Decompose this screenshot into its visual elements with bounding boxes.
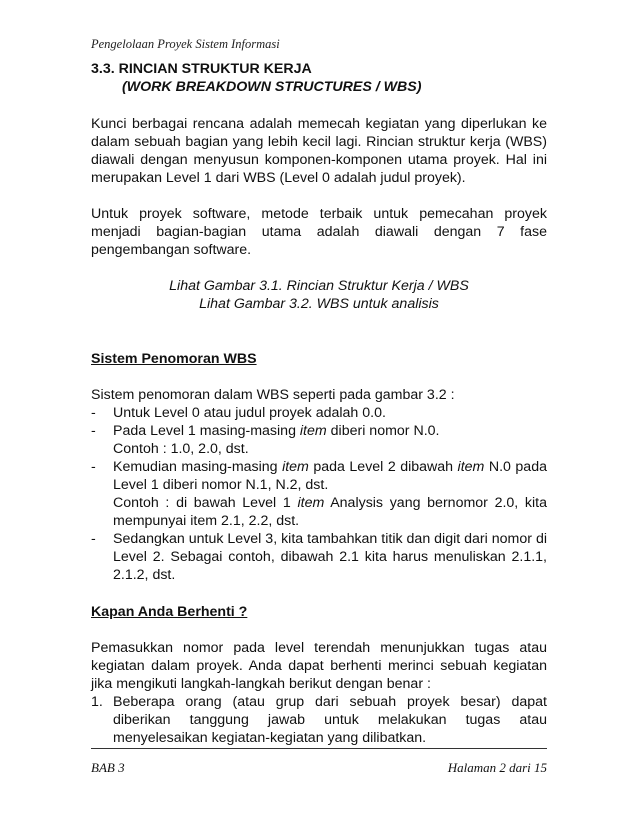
list-item <box>91 693 547 747</box>
paragraph-intro: Kunci berbagai rencana adalah memecah kegiatan yang diperlukan ke dalam sebuah bagian yang lebih kecil lagi. Rincian struktur kerja (WBS) diawali dengan menyusun komponen-komponen utama proyek. Hal ini merupakan Level 1 dari WBS (Level 0 adalah judul proyek). <box>91 116 547 186</box>
list-marker: - <box>91 423 96 439</box>
list-item-text: Beberapa orang (atau grup dari sebuah proyek besar) dapat diberikan tanggung jawab untuk melakukan tugas atau menyelesaikan kegiatan-kegiatan yang dilibatkan. <box>113 694 547 746</box>
list-number: 1. <box>91 694 103 710</box>
footer-page-number: Halaman 2 dari 15 <box>447 760 547 775</box>
list-item-text: Sedangkan untuk Level 3, kita tambahkan titik dan digit dari nomor di Level 2. Sebagai contoh, dibawah 2.1 kita harus menuliskan 2.1.1, 2.1.2, dst. <box>113 531 547 583</box>
list-item-example: Contoh : di bawah Level 1 item Analysis yang bernomor 2.0, kita mempunyai item 2.1, 2.2, dst. <box>113 495 548 529</box>
figure-ref-2: Lihat Gambar 3.2. WBS untuk analisis <box>199 296 439 312</box>
list-item <box>91 530 547 584</box>
figure-ref-1: Lihat Gambar 3.1. Rincian Struktur Kerja / WBS <box>169 278 469 294</box>
numbering-list <box>91 404 547 584</box>
list-item-text: Kemudian masing-masing item pada Level 2 dibawah item N.0 pada Level 1 diberi nomor N.1, N.2, dst. <box>113 459 547 493</box>
section-subtitle: (WORK BREAKDOWN STRUCTURES / WBS) <box>122 79 422 95</box>
list-item-text: Untuk Level 0 atau judul proyek adalah 0.0. <box>113 405 386 421</box>
list-item <box>91 422 547 458</box>
list-item <box>91 458 547 530</box>
page-content <box>91 60 547 747</box>
list-marker: - <box>91 405 96 421</box>
paragraph-software: Untuk proyek software, metode terbaik untuk pemecahan proyek menjadi bagian-bagian utama adalah diawali dengan 7 fase pengembangan software. <box>91 206 547 258</box>
list-item-text: Pada Level 1 masing-masing item diberi nomor N.0. <box>113 423 440 439</box>
figure-references <box>91 277 547 313</box>
running-header: Pengelolaan Proyek Sistem Informasi <box>91 37 280 51</box>
list-item-example: Contoh : 1.0, 2.0, dst. <box>113 441 249 457</box>
list-marker: - <box>91 459 96 475</box>
footer-chapter: BAB 3 <box>91 760 125 775</box>
stopping-heading: Kapan Anda Berhenti ? <box>91 604 248 620</box>
stopping-list <box>91 693 547 747</box>
numbering-heading: Sistem Penomoran WBS <box>91 351 257 367</box>
numbering-intro: Sistem penomoran dalam WBS seperti pada gambar 3.2 : <box>91 387 455 403</box>
list-marker: - <box>91 531 96 547</box>
footer-divider <box>91 748 547 749</box>
section-title: 3.3. RINCIAN STRUKTUR KERJA <box>91 61 312 77</box>
list-item <box>91 404 547 422</box>
stopping-intro: Pemasukkan nomor pada level terendah menunjukkan tugas atau kegiatan dalam proyek. Anda dapat berhenti merinci sebuah kegiatan jika mengikuti langkah-langkah berikut dengan benar : <box>91 640 547 692</box>
